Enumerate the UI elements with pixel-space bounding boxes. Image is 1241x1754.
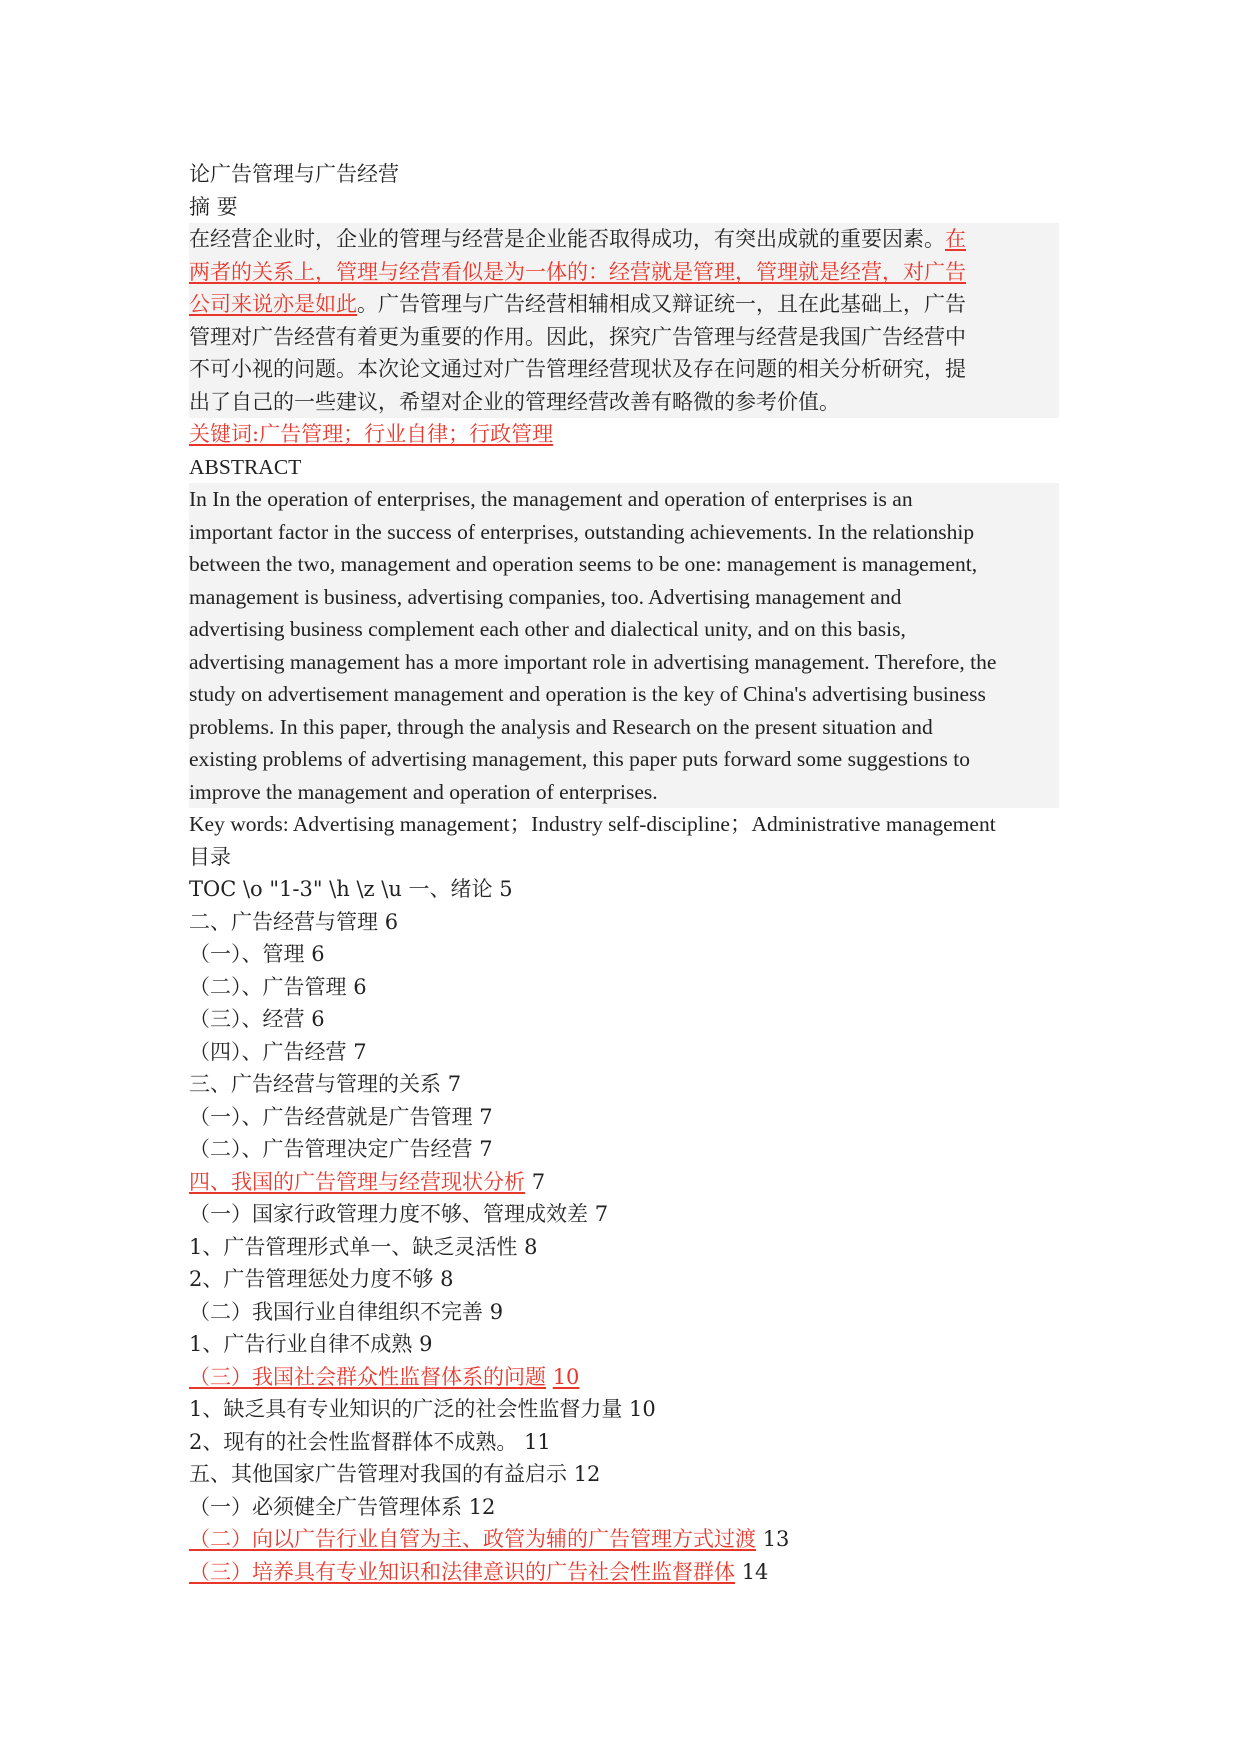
toc-entry[interactable] bbox=[189, 873, 1059, 906]
keywords-cn: 关键词:广告管理；行业自律；行政管理 bbox=[189, 422, 554, 446]
toc-entry[interactable] bbox=[189, 1231, 1059, 1264]
toc-entry-page: 9 bbox=[489, 1299, 504, 1324]
toc-entry-page: 7 bbox=[479, 1137, 493, 1161]
document-content bbox=[189, 158, 1059, 1588]
toc-entry[interactable] bbox=[189, 1263, 1059, 1296]
toc-entry[interactable] bbox=[189, 1036, 1059, 1069]
abstract-en-line: management is business, advertising companies, too. Advertising management and bbox=[189, 584, 902, 609]
toc-entry-title[interactable]: （一）、广告经营就是广告管理 bbox=[189, 1104, 473, 1129]
toc-entry-title[interactable]: 2、广告管理惩处力度不够 bbox=[189, 1267, 434, 1291]
toc-entry-page: 7 bbox=[353, 1039, 367, 1064]
toc-entry-page: 13 bbox=[762, 1527, 790, 1551]
abstract-en-line: study on advertisement management and operation is the key of China's advertising business bbox=[189, 682, 986, 706]
toc-entry-title[interactable]: （一）、管理 bbox=[189, 942, 305, 966]
toc-heading: 目录 bbox=[189, 844, 231, 869]
toc-entry-title[interactable]: 五、其他国家广告管理对我国的有益启示 bbox=[189, 1462, 567, 1486]
toc-entry[interactable] bbox=[189, 938, 1059, 971]
abstract-cn bbox=[189, 223, 1059, 418]
toc-entry-page: 11 bbox=[524, 1429, 551, 1454]
abstract-en-line: advertising business complement each other and dialectical unity, and on this basis, bbox=[189, 617, 906, 641]
abstract-en bbox=[189, 483, 1059, 808]
toc-entry[interactable] bbox=[189, 1198, 1059, 1231]
toc-entry-title[interactable]: （一）必须健全广告管理体系 bbox=[189, 1494, 462, 1519]
toc-entry-title[interactable]: （二）、广告管理决定广告经营 bbox=[189, 1137, 473, 1161]
toc-entry-page: 6 bbox=[384, 909, 399, 934]
toc-entry[interactable] bbox=[189, 1426, 1059, 1459]
toc-entry-title[interactable]: 二、广告经营与管理 bbox=[189, 909, 378, 934]
toc-entry-page: 12 bbox=[468, 1494, 496, 1519]
abstract-en-line: improve the management and operation of enterprises. bbox=[189, 779, 658, 804]
toc-entry[interactable] bbox=[189, 1458, 1059, 1491]
toc-entry-title[interactable]: （二）向以广告行业自管为主、政管为辅的广告管理方式过渡 bbox=[189, 1527, 756, 1551]
toc-entry-page: 6 bbox=[311, 942, 325, 966]
toc-entry-title[interactable]: （三）我国社会群众性监督体系的问题 bbox=[189, 1364, 546, 1389]
toc-entry-page: 8 bbox=[440, 1267, 454, 1291]
toc-entry[interactable] bbox=[189, 1556, 1059, 1589]
abstract-en-line: between the two, management and operation seems to be one: management is management, bbox=[189, 552, 978, 576]
highlighted-text: 在 bbox=[945, 227, 966, 251]
toc-entry-title[interactable]: （二）、广告管理 bbox=[189, 974, 347, 999]
toc-entry[interactable] bbox=[189, 1393, 1059, 1426]
toc-entry-page: 8 bbox=[524, 1234, 538, 1259]
abstract-en-line: important factor in the success of enterprises, outstanding achievements. In the relationship bbox=[189, 519, 975, 544]
toc-entry-title[interactable]: 2、现有的社会性监督群体不成熟。 bbox=[189, 1429, 518, 1454]
toc-entry[interactable] bbox=[189, 1491, 1059, 1524]
abstract-en-line: In In the operation of enterprises, the management and operation of enterprises is an bbox=[189, 487, 913, 511]
toc-entry-title[interactable]: 1、广告管理形式单一、缺乏灵活性 bbox=[189, 1234, 518, 1259]
toc-entry-title[interactable]: 四、我国的广告管理与经营现状分析 bbox=[189, 1169, 525, 1194]
toc-entry[interactable] bbox=[189, 1101, 1059, 1134]
toc-entry[interactable] bbox=[189, 1133, 1059, 1166]
abstract-heading: 摘 要 bbox=[189, 194, 238, 219]
abstract-text: 。广告管理与广告经营相辅相成又辩证统一，且在此基础上，广告 bbox=[357, 292, 966, 316]
toc-entry[interactable] bbox=[189, 1361, 1059, 1394]
toc-entry[interactable] bbox=[189, 1166, 1059, 1199]
toc-entry-page: 7 bbox=[447, 1072, 462, 1096]
abstract-en-line: existing problems of advertising management, this paper puts forward some suggestions to bbox=[189, 747, 971, 771]
abstract-cn-line bbox=[189, 223, 1059, 256]
abstract-cn-line: 不可小视的问题。本次论文通过对广告管理经营现状及存在问题的相关分析研究，提 bbox=[189, 357, 966, 381]
toc-entry[interactable] bbox=[189, 1296, 1059, 1329]
toc-entry-title[interactable]: 三、广告经营与管理的关系 bbox=[189, 1072, 441, 1096]
toc-entry-title[interactable]: （三）培养具有专业知识和法律意识的广告社会性监督群体 bbox=[189, 1559, 735, 1584]
toc-entry-title[interactable]: TOC \o "1-3" \h \z \u 一、绪论 bbox=[189, 877, 493, 901]
abstract-en-line: problems. In this paper, through the analysis and Research on the present situation and bbox=[189, 714, 933, 739]
toc-entry[interactable] bbox=[189, 906, 1059, 939]
toc-entry[interactable] bbox=[189, 1003, 1059, 1036]
toc-entry[interactable] bbox=[189, 1068, 1059, 1101]
toc-entry-page: 12 bbox=[573, 1462, 601, 1486]
toc-entry-page: 7 bbox=[594, 1202, 609, 1226]
abstract-en-heading: ABSTRACT bbox=[189, 454, 302, 479]
table-of-contents bbox=[189, 873, 1059, 1588]
toc-entry-page: 14 bbox=[741, 1559, 769, 1584]
keywords-en: Key words: Advertising management；Industry self-discipline；Administrative management bbox=[189, 812, 996, 836]
abstract-cn-line: 出了自己的一些建议，希望对企业的管理经营改善有略微的参考价值。 bbox=[189, 389, 840, 414]
abstract-cn-line: 管理对广告经营有着更为重要的作用。因此，探究广告管理与经营是我国广告经营中 bbox=[189, 324, 966, 349]
toc-entry-page: 10 bbox=[552, 1364, 580, 1389]
highlighted-text: 两者的关系上，管理与经营看似是为一体的：经营就是管理，管理就是经营，对广告 bbox=[189, 259, 966, 284]
toc-entry[interactable] bbox=[189, 1523, 1059, 1556]
toc-entry-title[interactable]: （四）、广告经营 bbox=[189, 1039, 347, 1064]
toc-entry-page: 9 bbox=[419, 1332, 433, 1356]
document-title: 论广告管理与广告经营 bbox=[189, 162, 399, 186]
abstract-cn-line bbox=[189, 288, 1059, 321]
toc-entry-title[interactable]: 1、广告行业自律不成熟 bbox=[189, 1332, 413, 1356]
toc-entry-page: 10 bbox=[629, 1397, 656, 1421]
toc-entry-title[interactable]: （二）我国行业自律组织不完善 bbox=[189, 1299, 483, 1324]
toc-entry-title[interactable]: 1、缺乏具有专业知识的广泛的社会性监督力量 bbox=[189, 1397, 623, 1421]
toc-entry-page: 6 bbox=[353, 974, 367, 999]
toc-entry-page: 6 bbox=[311, 1007, 325, 1031]
abstract-en-line: advertising management has a more important role in advertising management. Therefore, the bbox=[189, 649, 997, 674]
highlighted-text: 公司来说亦是如此 bbox=[189, 292, 357, 316]
toc-entry-title[interactable]: （三）、经营 bbox=[189, 1007, 305, 1031]
abstract-text: 在经营企业时，企业的管理与经营是企业能否取得成功，有突出成就的重要因素。 bbox=[189, 227, 945, 251]
toc-entry-page: 7 bbox=[531, 1169, 546, 1194]
toc-entry-page: 5 bbox=[499, 877, 513, 901]
toc-entry[interactable] bbox=[189, 971, 1059, 1004]
toc-entry[interactable] bbox=[189, 1328, 1059, 1361]
toc-entry-title[interactable]: （一）国家行政管理力度不够、管理成效差 bbox=[189, 1202, 588, 1226]
toc-entry-page: 7 bbox=[479, 1104, 493, 1129]
